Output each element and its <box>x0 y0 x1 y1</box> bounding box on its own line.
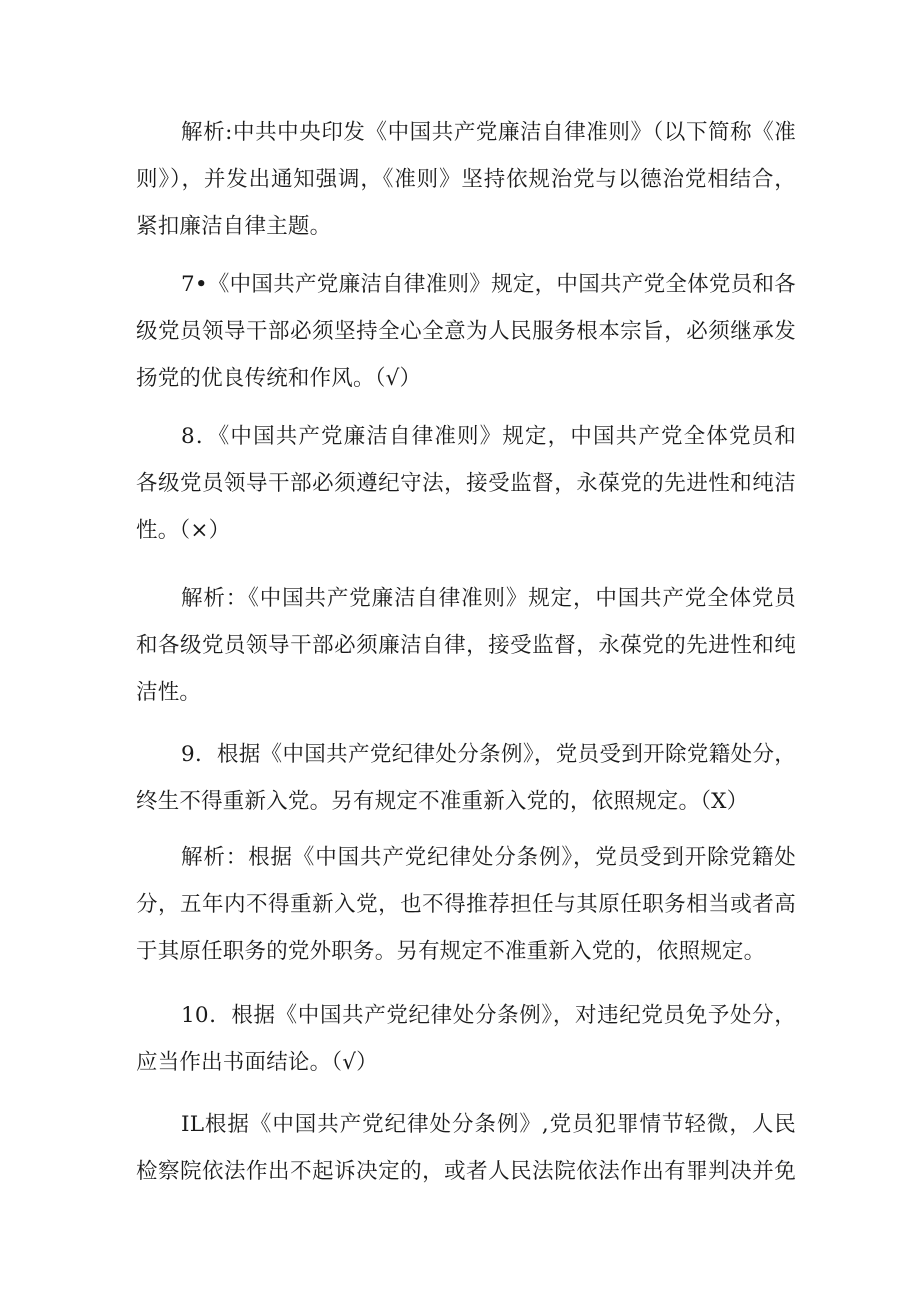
text-line: 和各级党员领导干部必须廉洁自律，接受监督，永葆党的先进性和纯 <box>136 633 796 658</box>
text-line: 级党员领导干部必须坚持全心全意为人民服务根本宗旨，必须继承发 <box>136 319 796 344</box>
text-line: 终生不得重新入党。另有规定不准重新入党的，依照规定。（X） <box>136 789 749 814</box>
text-line: IL根据《中国共产党纪律处分条例》,党员犯罪情节轻微，人民 <box>181 1112 796 1137</box>
text-line: 各级党员领导干部必须遵纪守法，接受监督，永葆党的先进性和纯洁 <box>136 471 796 496</box>
text-line: 解析:中共中央印发《中国共产党廉洁自律准则》（以下简称《准 <box>181 120 796 145</box>
text-line: 性。（×） <box>136 518 231 543</box>
question-paragraph-11 <box>136 1101 796 1195</box>
analysis-paragraph-6 <box>136 109 796 250</box>
text-line: 7•《中国共产党廉洁自律准则》规定，中国共产党全体党员和各 <box>181 272 796 297</box>
question-paragraph-10 <box>136 992 796 1086</box>
text-line: 检察院依法作出不起诉决定的，或者人民法院依法作出有罪判决并免 <box>136 1159 796 1184</box>
text-line: 分，五年内不得重新入党，也不得推荐担任与其原任职务相当或者高 <box>136 892 796 917</box>
text-line: 解析：根据《中国共产党纪律处分条例》，党员受到开除党籍处 <box>181 845 796 870</box>
text-line: 于其原任职务的党外职务。另有规定不准重新入党的，依照规定。 <box>136 939 766 964</box>
text-line: 扬党的优良传统和作风。（√） <box>136 366 422 391</box>
text-line: 8．《中国共产党廉洁自律准则》规定，中国共产党全体党员和 <box>181 424 796 449</box>
text-line: 紧扣廉洁自律主题。 <box>136 214 332 239</box>
text-line: 9．根据《中国共产党纪律处分条例》，党员受到开除党籍处分， <box>181 742 796 767</box>
text-line: 洁性。 <box>136 680 202 705</box>
text-line: 应当作出书面结论。（√） <box>136 1050 378 1075</box>
question-paragraph-7 <box>136 261 796 402</box>
analysis-paragraph-9 <box>136 834 796 975</box>
text-line: 10．根据《中国共产党纪律处分条例》，对违纪党员免予处分， <box>181 1003 796 1028</box>
question-paragraph-9 <box>136 731 796 825</box>
analysis-paragraph-8 <box>136 575 796 716</box>
text-line: 则》），并发出通知强调，《准则》坚持依规治党与以德治党相结合， <box>136 167 796 192</box>
text-line: 解析：《中国共产党廉洁自律准则》规定，中国共产党全体党员 <box>181 586 796 611</box>
question-paragraph-8 <box>136 413 796 554</box>
